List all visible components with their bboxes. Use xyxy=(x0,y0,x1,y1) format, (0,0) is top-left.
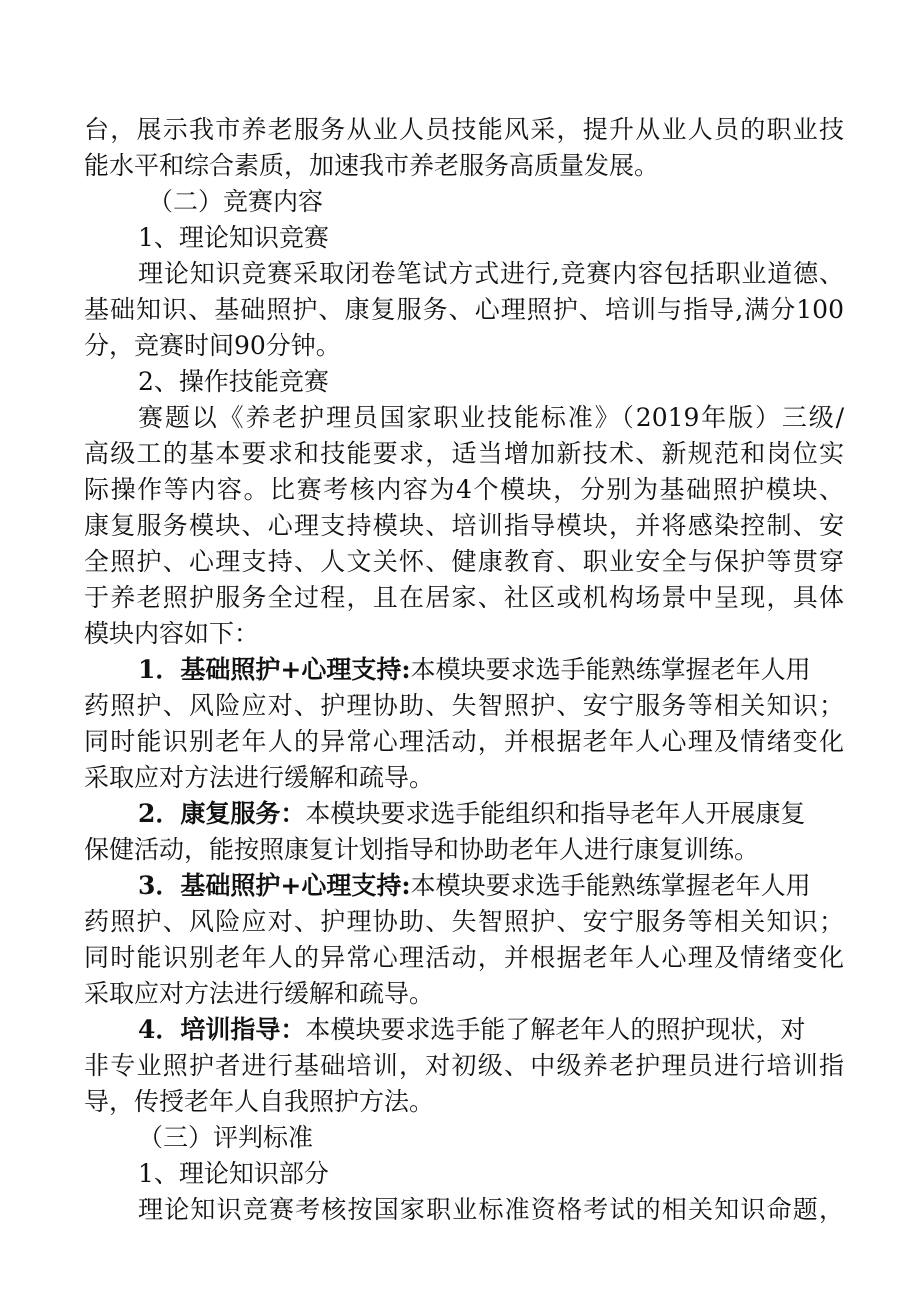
subsection-heading: 1、理论知识竞赛 xyxy=(138,223,329,252)
section-heading: （二）竞赛内容 xyxy=(148,187,324,216)
body-text-line: 台，展示我市养老服务从业人员技能风采，提升从业人员的职业技 xyxy=(84,115,844,144)
body-text-line: 分，竞赛时间90分钟。 xyxy=(84,331,341,360)
body-text-line: 药照护、风险应对、护理协助、失智照护、安宁服务等相关知识； xyxy=(84,907,844,936)
module-text: 本模块要求选手能组织和指导老年人开展康复 xyxy=(305,799,806,828)
module-text: 本模块要求选手能熟练掌握老年人用 xyxy=(410,655,811,684)
body-text-line: 非专业照护者进行基础培训，对初级、中级养老护理员进行培训指 xyxy=(84,1051,844,1080)
module-title: 2．康复服务： xyxy=(138,799,306,828)
module-text: 本模块要求选手能熟练掌握老年人用 xyxy=(410,871,811,900)
section-heading: （三）评判标准 xyxy=(138,1123,314,1152)
body-text-line: 保健活动，能按照康复计划指导和协助老年人进行康复训练。 xyxy=(84,835,760,864)
subsection-heading: 2、操作技能竞赛 xyxy=(138,367,329,396)
body-text-line: 高级工的基本要求和技能要求，适当增加新技术、新规范和岗位实 xyxy=(84,439,844,468)
body-text-line: 模块内容如下： xyxy=(84,619,260,648)
body-text-line: 于养老照护服务全过程，且在居家、社区或机构场景中呈现，具体 xyxy=(84,583,844,612)
body-text-line: 基础知识、基础照护、康复服务、心理照护、培训与指导,满分100 xyxy=(84,295,844,324)
body-text-line: 康复服务模块、心理支持模块、培训指导模块，并将感染控制、安 xyxy=(84,511,844,540)
subsection-heading: 1、理论知识部分 xyxy=(138,1159,329,1188)
body-text-line: 药照护、风险应对、护理协助、失智照护、安宁服务等相关知识； xyxy=(84,691,844,720)
body-text-line: 同时能识别老年人的异常心理活动，并根据老年人心理及情绪变化 xyxy=(84,727,844,756)
body-text-line: 导，传授老年人自我照护方法。 xyxy=(84,1087,435,1116)
body-text-line: 际操作等内容。比赛考核内容为4个模块，分别为基础照护模块、 xyxy=(84,475,844,504)
body-text-line: 赛题以《养老护理员国家职业技能标准》（2019年版）三级/ xyxy=(138,403,844,432)
body-text-line: 能水平和综合素质，加速我市养老服务高质量发展。 xyxy=(84,151,660,180)
body-text-line: 采取应对方法进行缓解和疏导。 xyxy=(84,979,435,1008)
body-text-line: 理论知识竞赛考核按国家职业标准资格考试的相关知识命题， xyxy=(138,1195,844,1224)
body-text-line: 理论知识竞赛采取闭卷笔试方式进行,竞赛内容包括职业道德、 xyxy=(138,259,844,288)
module-text: 本模块要求选手能了解老年人的照护现状，对 xyxy=(305,1015,806,1044)
module-title: 4．培训指导： xyxy=(138,1015,306,1044)
module-title: 3．基础照护+心理支持: xyxy=(138,871,411,900)
body-text-line: 采取应对方法进行缓解和疏导。 xyxy=(84,763,435,792)
body-text-line: 全照护、心理支持、人文关怀、健康教育、职业安全与保护等贯穿 xyxy=(84,547,844,576)
module-title: 1．基础照护+心理支持: xyxy=(138,655,411,684)
body-text-line: 同时能识别老年人的异常心理活动，并根据老年人心理及情绪变化 xyxy=(84,943,844,972)
